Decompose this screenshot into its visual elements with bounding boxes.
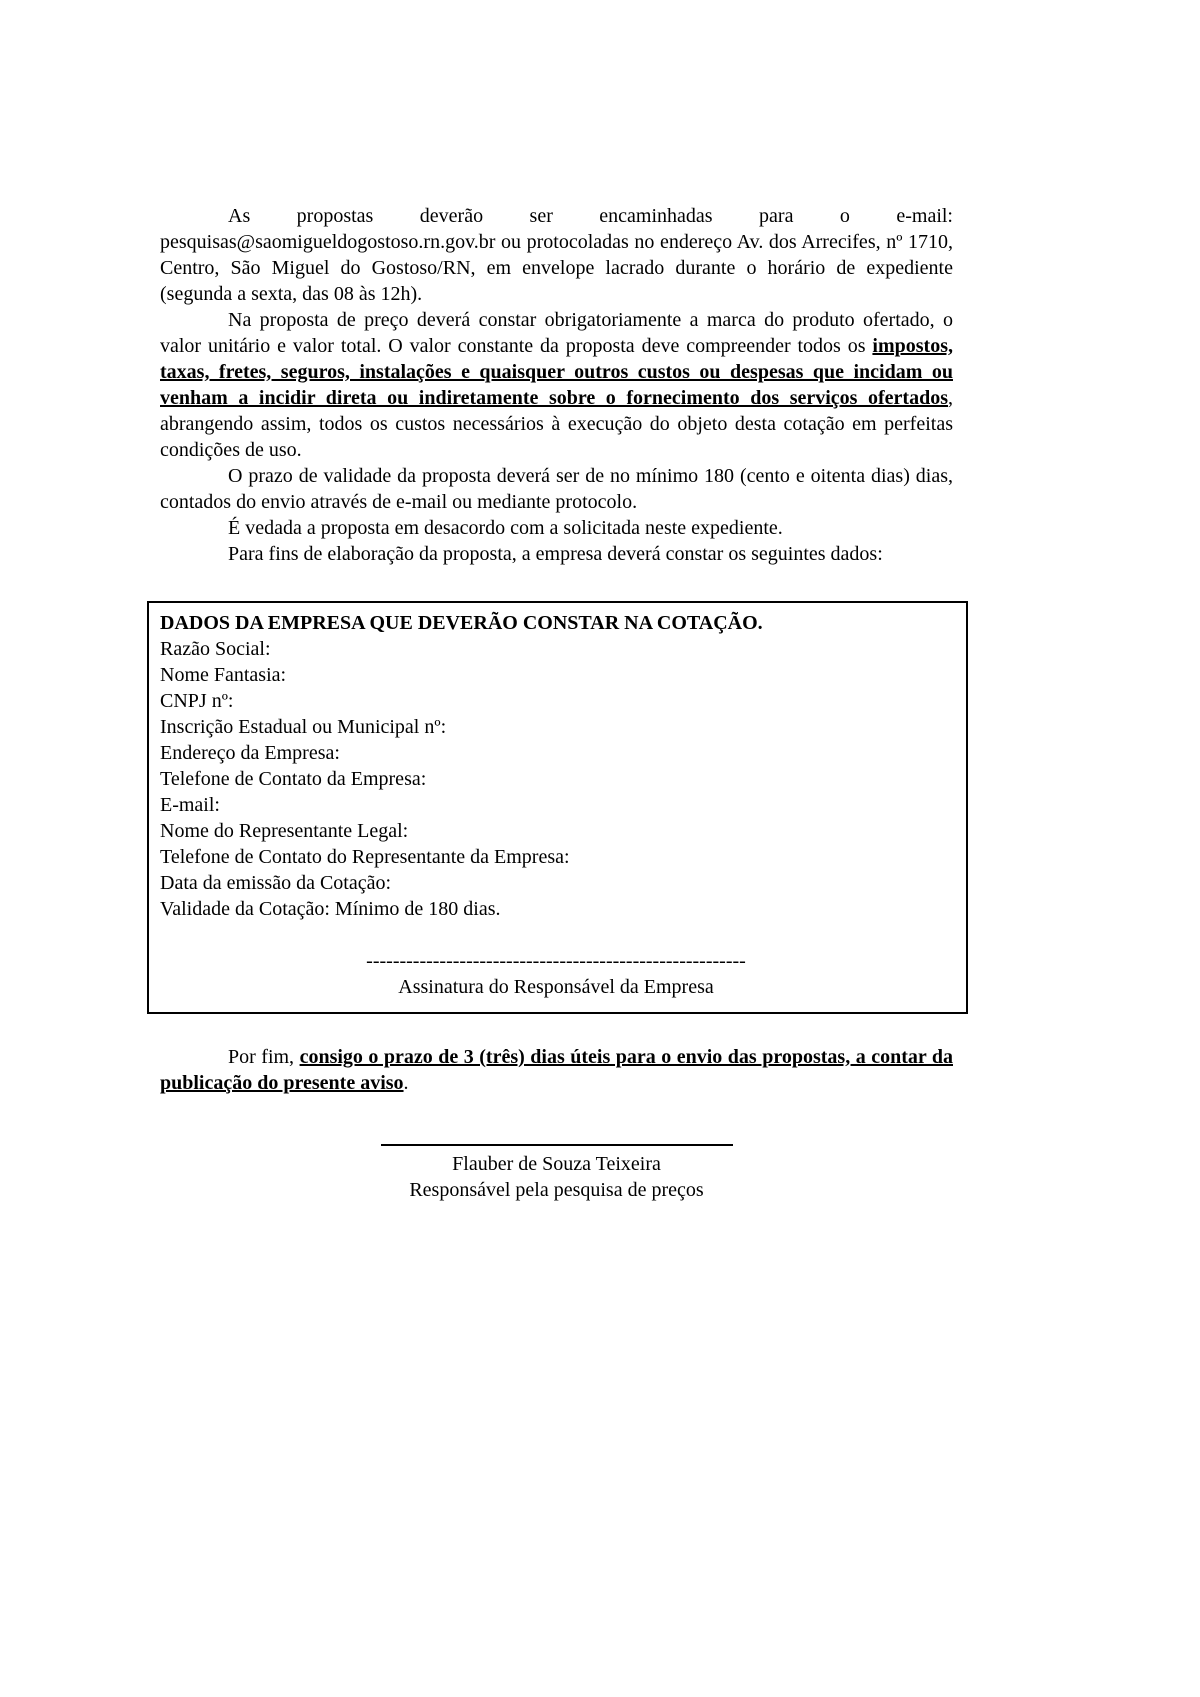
paragraph-validity-period	[160, 463, 953, 515]
signer-role: Responsável pela pesquisa de preços	[409, 1179, 704, 1201]
paragraph-text: As propostas deverão ser encaminhadas para o e-mail: pesquisas@saomigueldogostoso.rn.gov.br ou protocoladas no endereço Av. dos Arrecifes, nº 1710, Centro, São Miguel do Gostoso/RN, em envelope lacrado durante o horário de expediente (segunda a sexta, das 08 às 12h).	[160, 205, 953, 305]
paragraph-text: O prazo de validade da proposta deverá ser de no mínimo 180 (cento e oitenta dias) dias, contados do envio através de e-mail ou mediante protocolo.	[160, 465, 953, 513]
paragraph-text: Na proposta de preço deverá constar obrigatoriamente a marca do produto ofertado, o valor unitário e valor total. O valor constante da proposta deve compreender todos os	[160, 309, 953, 357]
paragraph-text: .	[403, 1072, 409, 1094]
company-signature-label: Assinatura do Responsável da Empresa	[398, 976, 714, 998]
paragraph-emphasis-costs: impostos, taxas, fretes, seguros, instalações e quaisquer outros custos ou despesas que incidam ou venham a incidir direta ou indiretamente sobre o fornecimento dos serviços ofertados	[160, 335, 953, 409]
paragraph-proposal-submission	[160, 203, 953, 307]
signature-rule-line	[381, 1144, 733, 1146]
field-inscricao-estadual-municipal: Inscrição Estadual ou Municipal nº:	[160, 716, 447, 738]
paragraph-emphasis-deadline: consigo o prazo de 3 (três) dias úteis para o envio das propostas, a contar da publicação do presente aviso	[160, 1046, 953, 1094]
field-endereco-empresa: Endereço da Empresa:	[160, 742, 340, 764]
field-email: E-mail:	[160, 794, 220, 816]
field-nome-fantasia: Nome Fantasia:	[160, 664, 287, 686]
paragraph-text: Para fins de elaboração da proposta, a empresa deverá constar os seguintes dados:	[228, 543, 883, 565]
field-telefone-representante: Telefone de Contato do Representante da Empresa:	[160, 846, 570, 868]
paragraph-required-data-intro	[160, 541, 953, 567]
field-razao-social: Razão Social:	[160, 638, 271, 660]
paragraph-text: É vedada a proposta em desacordo com a solicitada neste expediente.	[228, 517, 783, 539]
company-data-box-title: DADOS DA EMPRESA QUE DEVERÃO CONSTAR NA COTAÇÃO.	[160, 612, 763, 634]
paragraph-text: , abrangendo assim, todos os custos necessários à execução do objeto desta cotação em perfeitas condições de uso.	[160, 387, 953, 461]
paragraph-forbidden-proposal	[160, 515, 953, 541]
company-signature-dashed-line: ---------------------------------------------------------	[366, 950, 746, 972]
field-telefone-empresa: Telefone de Contato da Empresa:	[160, 768, 427, 790]
document-content	[160, 203, 953, 1203]
company-data-box	[147, 601, 968, 1014]
responsible-signature-block	[160, 1144, 953, 1203]
paragraph-price-proposal	[160, 307, 953, 463]
field-data-emissao: Data da emissão da Cotação:	[160, 872, 392, 894]
field-representante-legal: Nome do Representante Legal:	[160, 820, 409, 842]
field-cnpj: CNPJ nº:	[160, 690, 234, 712]
paragraph-closing-deadline	[160, 1044, 953, 1096]
paragraph-text: Por fim,	[228, 1046, 300, 1068]
signer-name: Flauber de Souza Teixeira	[452, 1153, 661, 1175]
field-validade-cotacao: Validade da Cotação: Mínimo de 180 dias.	[160, 898, 501, 920]
